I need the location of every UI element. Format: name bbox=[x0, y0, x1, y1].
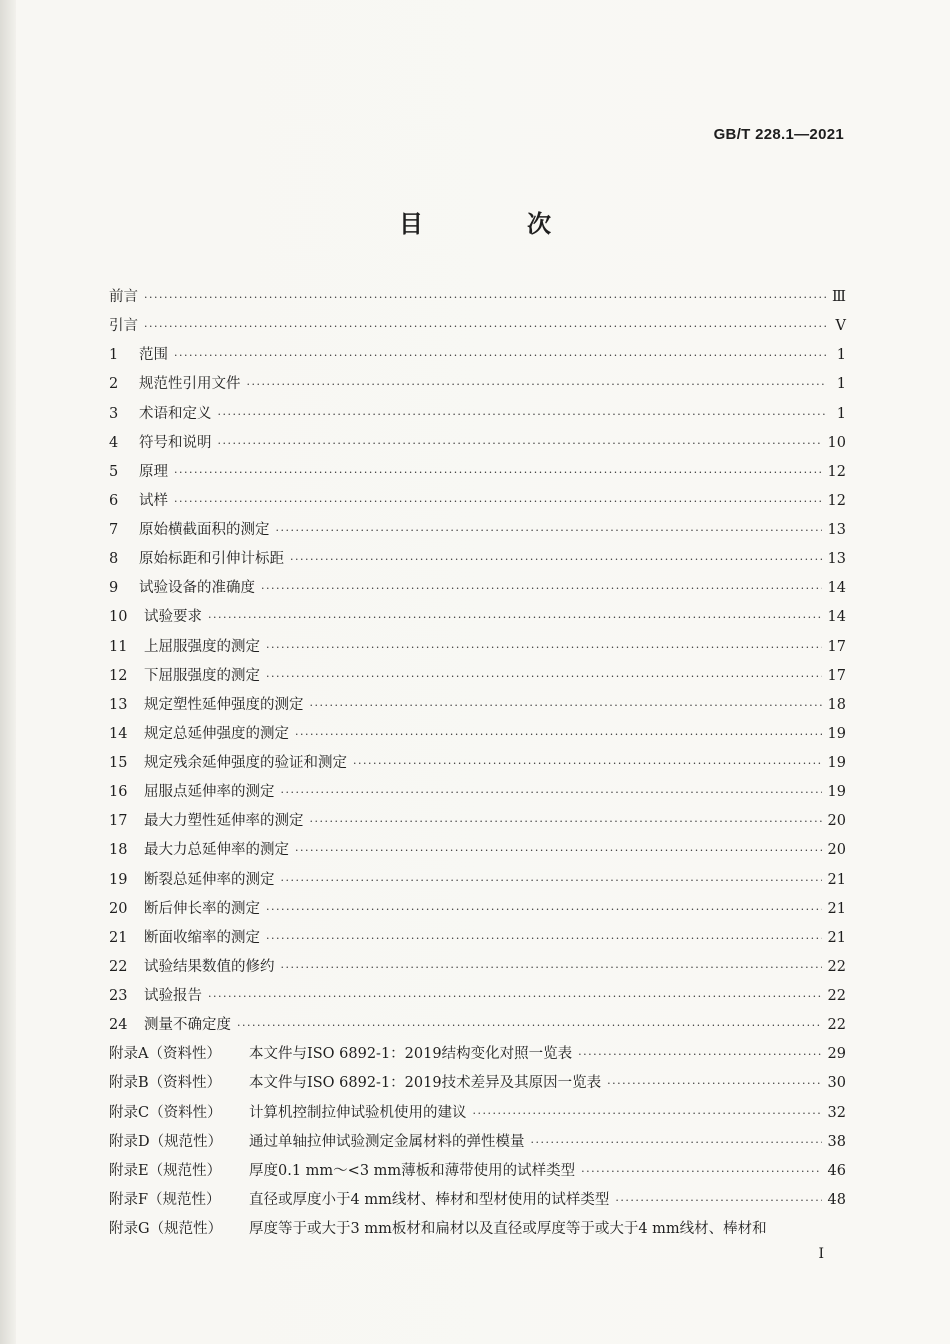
toc-entry-label: 试验结果数值的修约 bbox=[144, 958, 275, 975]
dot-leader bbox=[174, 341, 826, 370]
dot-leader bbox=[353, 749, 822, 778]
dot-leader bbox=[266, 924, 822, 953]
toc-entry-label: 范围 bbox=[139, 347, 168, 364]
toc-entry[interactable] bbox=[109, 895, 846, 924]
toc-entry-page: 13 bbox=[827, 522, 846, 538]
toc-entry-label: 原始横截面积的测定 bbox=[139, 522, 270, 538]
toc-entry[interactable] bbox=[109, 458, 846, 487]
standard-id: GB/T 228.1—2021 bbox=[713, 126, 844, 143]
toc-entry-page: 21 bbox=[827, 900, 846, 917]
toc-entry[interactable] bbox=[109, 778, 846, 807]
annex-tag: 附录F（规范性） bbox=[109, 1191, 221, 1208]
toc-entry-page: 12 bbox=[827, 463, 846, 480]
toc-entry-label: 试验要求 bbox=[144, 609, 202, 626]
toc-entry-page: 19 bbox=[827, 755, 846, 771]
annex-page: 48 bbox=[827, 1191, 846, 1208]
dot-leader bbox=[295, 720, 822, 749]
toc-entry-number: 17 bbox=[109, 813, 128, 830]
toc-entry-page: 10 bbox=[827, 434, 846, 451]
dot-leader bbox=[531, 1128, 822, 1157]
toc-entry-number: 23 bbox=[109, 988, 128, 1004]
toc-entry-page: 1 bbox=[836, 405, 846, 422]
dot-leader bbox=[281, 778, 822, 807]
dot-leader bbox=[615, 1186, 821, 1215]
toc-annex-entry[interactable] bbox=[109, 1040, 846, 1069]
annex-tag: 附录E（规范性） bbox=[109, 1162, 222, 1179]
dot-leader bbox=[473, 1099, 822, 1128]
toc-entry-number: 20 bbox=[109, 900, 128, 917]
dot-leader bbox=[310, 807, 822, 836]
dot-leader bbox=[144, 283, 826, 312]
dot-leader bbox=[266, 895, 822, 924]
toc-entry-number: 9 bbox=[109, 580, 119, 597]
toc-annex-entry[interactable] bbox=[109, 1215, 846, 1244]
dot-leader bbox=[247, 370, 827, 399]
toc-entry-page: 1 bbox=[836, 376, 846, 393]
toc-entry[interactable] bbox=[109, 312, 846, 341]
annex-tag: 附录A（资料性） bbox=[109, 1046, 221, 1063]
dot-leader bbox=[266, 633, 822, 662]
toc-entry-page: 20 bbox=[827, 842, 846, 859]
toc-entry-number: 6 bbox=[109, 492, 119, 509]
toc-entry[interactable] bbox=[109, 574, 846, 603]
toc-entry-number: 3 bbox=[109, 405, 119, 422]
toc-entry-page: 13 bbox=[827, 551, 846, 568]
annex-page: 38 bbox=[827, 1133, 846, 1150]
dot-leader bbox=[218, 400, 827, 429]
toc-entry-label: 屈服点延伸率的测定 bbox=[144, 784, 275, 801]
toc-entry[interactable] bbox=[109, 603, 846, 632]
toc-entry-label: 符号和说明 bbox=[139, 434, 212, 451]
dot-leader bbox=[607, 1069, 821, 1098]
toc-entry-page: 22 bbox=[827, 988, 846, 1004]
toc-entry-page: 14 bbox=[827, 580, 846, 597]
toc-entry-number: 19 bbox=[109, 871, 128, 888]
toc-entry-number: 4 bbox=[109, 434, 119, 451]
toc-entry-page: 1 bbox=[836, 347, 846, 364]
toc-entry-label: 术语和定义 bbox=[139, 405, 212, 422]
toc-entry[interactable] bbox=[109, 1011, 846, 1040]
toc-entry-number: 12 bbox=[109, 667, 128, 684]
toc-entry[interactable] bbox=[109, 749, 846, 778]
toc-entry-number: 15 bbox=[109, 755, 128, 771]
toc-entry[interactable] bbox=[109, 662, 846, 691]
toc-entry-number: 1 bbox=[109, 347, 119, 364]
toc-annex-entry[interactable] bbox=[109, 1128, 846, 1157]
toc-entry[interactable] bbox=[109, 400, 846, 429]
dot-leader bbox=[144, 312, 826, 341]
page-number: I bbox=[818, 1246, 824, 1262]
toc-entry-label: 断后伸长率的测定 bbox=[144, 900, 260, 917]
annex-tag: 附录D（规范性） bbox=[109, 1133, 223, 1150]
annex-label: 本文件与ISO 6892-1：2019技术差异及其原因一览表 bbox=[249, 1075, 602, 1092]
annex-tag: 附录B（资料性） bbox=[109, 1075, 222, 1092]
toc-entry-number: 18 bbox=[109, 842, 128, 859]
dot-leader bbox=[174, 487, 822, 516]
toc-entry-label: 原始标距和引伸计标距 bbox=[139, 551, 284, 568]
toc-entry-label: 最大力塑性延伸率的测定 bbox=[144, 813, 304, 830]
dot-leader bbox=[310, 691, 822, 720]
annex-label: 本文件与ISO 6892-1：2019结构变化对照一览表 bbox=[249, 1046, 573, 1063]
toc-entry[interactable] bbox=[109, 807, 846, 836]
annex-page: 32 bbox=[827, 1104, 846, 1121]
dot-leader bbox=[208, 982, 822, 1011]
annex-label: 直径或厚度小于4 mm线材、棒材和型材使用的试样类型 bbox=[249, 1191, 610, 1208]
toc-entry-page: 19 bbox=[827, 784, 846, 801]
annex-page: 29 bbox=[827, 1046, 846, 1063]
annex-label: 厚度0.1 mm～<3 mm薄板和薄带使用的试样类型 bbox=[249, 1162, 576, 1179]
toc-entry-number: 11 bbox=[109, 638, 128, 655]
toc-entry-page: 20 bbox=[827, 813, 846, 830]
toc-entry-label: 试验设备的准确度 bbox=[139, 580, 255, 597]
toc-entry[interactable] bbox=[109, 341, 846, 370]
toc-entry[interactable] bbox=[109, 633, 846, 662]
dot-leader bbox=[276, 516, 822, 545]
toc-entry[interactable] bbox=[109, 691, 846, 720]
toc-entry-page: 22 bbox=[827, 1017, 846, 1034]
toc-entry-label: 规定塑性延伸强度的测定 bbox=[144, 696, 304, 713]
toc-entry-page: Ⅲ bbox=[832, 289, 846, 305]
dot-leader bbox=[295, 836, 822, 865]
toc-annex-entry[interactable] bbox=[109, 1069, 846, 1098]
dot-leader bbox=[237, 1011, 822, 1040]
dot-leader bbox=[290, 545, 822, 574]
toc-annex-entry[interactable] bbox=[109, 1157, 846, 1186]
toc-entry-page: 14 bbox=[827, 609, 846, 626]
toc-entry[interactable] bbox=[109, 953, 846, 982]
dot-leader bbox=[281, 953, 822, 982]
toc-entry-page: 21 bbox=[827, 871, 846, 888]
toc-entry-label: 测量不确定度 bbox=[144, 1017, 231, 1034]
toc-entry-number: 5 bbox=[109, 463, 119, 480]
annex-label: 通过单轴拉伸试验测定金属材料的弹性模量 bbox=[249, 1133, 525, 1150]
toc-entry[interactable] bbox=[109, 429, 846, 458]
toc-entry-label: 上屈服强度的测定 bbox=[144, 638, 260, 655]
toc-entry-page: 22 bbox=[827, 958, 846, 975]
toc-entry[interactable] bbox=[109, 720, 846, 749]
toc-entry-label: 试样 bbox=[139, 492, 168, 509]
annex-label: 计算机控制拉伸试验机使用的建议 bbox=[249, 1104, 467, 1121]
dot-leader bbox=[208, 603, 822, 632]
toc-entry-number: 2 bbox=[109, 376, 119, 393]
toc-entry-label: 前言 bbox=[109, 289, 138, 305]
toc-entry-label: 规定总延伸强度的测定 bbox=[144, 725, 289, 742]
dot-leader bbox=[218, 429, 822, 458]
annex-tag: 附录C（资料性） bbox=[109, 1104, 222, 1121]
toc-entry-page: 12 bbox=[827, 492, 846, 509]
toc-entry-page: 19 bbox=[827, 725, 846, 742]
toc-entry[interactable] bbox=[109, 516, 846, 545]
toc-entry[interactable] bbox=[109, 487, 846, 516]
annex-page: 46 bbox=[827, 1162, 846, 1179]
toc-entry-page: 18 bbox=[827, 696, 846, 713]
toc-entry-label: 断面收缩率的测定 bbox=[144, 929, 260, 946]
toc-entry-label: 下屈服强度的测定 bbox=[144, 667, 260, 684]
toc-entry-number: 13 bbox=[109, 696, 128, 713]
page-fold-shadow bbox=[0, 0, 16, 1344]
toc-entry-page: Ⅴ bbox=[835, 318, 846, 335]
dot-leader bbox=[281, 866, 822, 895]
dot-leader bbox=[174, 458, 822, 487]
toc-entry[interactable] bbox=[109, 545, 846, 574]
dot-leader bbox=[581, 1157, 821, 1186]
toc-entry-number: 24 bbox=[109, 1017, 128, 1034]
toc-entry-page: 17 bbox=[827, 667, 846, 684]
toc-entry-number: 7 bbox=[109, 522, 119, 538]
annex-page: 30 bbox=[827, 1075, 846, 1092]
dot-leader bbox=[266, 662, 822, 691]
dot-leader bbox=[261, 574, 822, 603]
toc-entry-page: 17 bbox=[827, 638, 846, 655]
toc-entry[interactable] bbox=[109, 370, 846, 399]
page-title: 目 次 bbox=[399, 210, 591, 238]
toc-entry-number: 21 bbox=[109, 929, 128, 946]
dot-leader bbox=[578, 1040, 821, 1069]
toc-entry[interactable] bbox=[109, 836, 846, 865]
toc-annex-entry[interactable] bbox=[109, 1186, 846, 1215]
toc-entry-number: 8 bbox=[109, 551, 119, 568]
toc-annex-entry[interactable] bbox=[109, 1099, 846, 1128]
toc-entry-label: 原理 bbox=[139, 463, 168, 480]
toc-entry-number: 16 bbox=[109, 784, 128, 801]
table-of-contents bbox=[109, 283, 846, 1244]
toc-entry[interactable] bbox=[109, 982, 846, 1011]
toc-entry-label: 规定残余延伸强度的验证和测定 bbox=[144, 755, 347, 771]
toc-entry[interactable] bbox=[109, 866, 846, 895]
toc-entry-label: 试验报告 bbox=[144, 988, 202, 1004]
toc-entry-label: 引言 bbox=[109, 318, 138, 335]
toc-entry-page: 21 bbox=[827, 929, 846, 946]
annex-tag: 附录G（规范性） bbox=[109, 1221, 223, 1237]
toc-entry-number: 14 bbox=[109, 725, 128, 742]
toc-entry[interactable] bbox=[109, 924, 846, 953]
annex-label: 厚度等于或大于3 mm板材和扁材以及直径或厚度等于或大于4 mm线材、棒材和 bbox=[249, 1221, 767, 1237]
toc-entry-number: 10 bbox=[109, 609, 128, 626]
toc-entry[interactable] bbox=[109, 283, 846, 312]
toc-entry-label: 断裂总延伸率的测定 bbox=[144, 871, 275, 888]
toc-entry-label: 最大力总延伸率的测定 bbox=[144, 842, 289, 859]
toc-entry-number: 22 bbox=[109, 958, 128, 975]
toc-entry-label: 规范性引用文件 bbox=[139, 376, 241, 393]
